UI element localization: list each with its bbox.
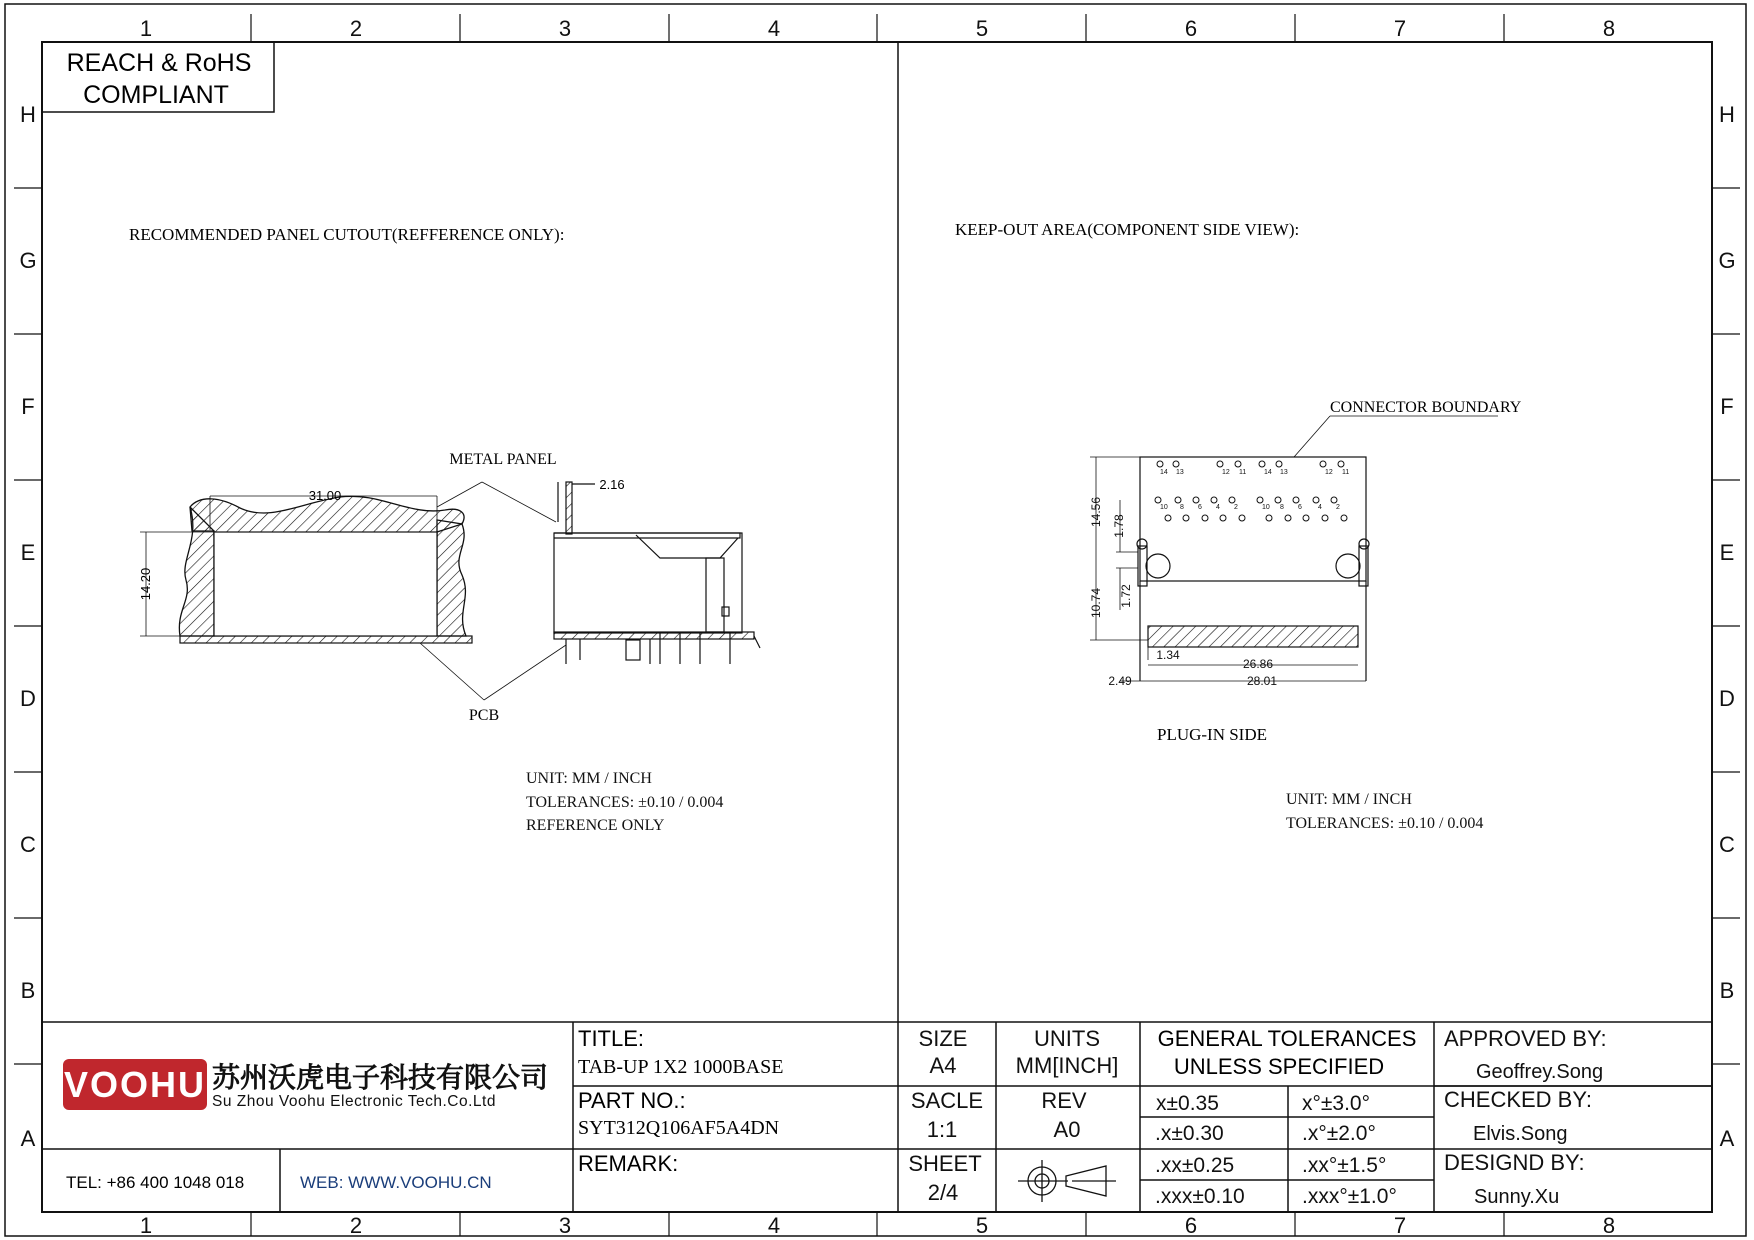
pin-number: 8 (1280, 504, 1284, 511)
company-web[interactable]: WEB: WWW.VOOHU.CN (300, 1173, 492, 1192)
gen-tol-line-2: UNLESS SPECIFIED (1173, 1054, 1385, 1079)
row-label: G (19, 248, 37, 273)
company-name-cn: 苏州沃虎电子科技有限公司 (212, 1062, 549, 1093)
part-label: PART NO.: (578, 1088, 686, 1113)
col-label: 5 (975, 1213, 989, 1238)
left-note: REFERENCE ONLY (526, 817, 665, 834)
logo-text: VOOHU (63, 1064, 207, 1105)
keepout-drawing (1090, 457, 1369, 681)
dim-panel-thickness: 2.16 (599, 477, 625, 492)
col-label: 4 (767, 16, 781, 41)
row-label: A (1719, 1126, 1735, 1151)
pin-number: 13 (1280, 469, 1288, 476)
compliance-line-2: COMPLIANT (83, 81, 229, 109)
tolerance-value: x±0.35 (1156, 1092, 1219, 1115)
compliance-line-1: REACH & RoHS (66, 49, 252, 77)
tolerance-value: .x±0.30 (1155, 1122, 1224, 1145)
dim-2-49: 2.49 (1108, 674, 1132, 688)
units-label: UNITS (1034, 1026, 1100, 1051)
tolerance-value: .x°±2.0° (1302, 1122, 1376, 1145)
col-label: 7 (1393, 16, 1407, 41)
pin-number: 11 (1239, 469, 1247, 476)
panel-cutout-drawing (140, 482, 566, 700)
pin-number: 6 (1298, 504, 1302, 511)
checked-value: Elvis.Song (1473, 1123, 1568, 1145)
dim-14-56: 14.56 (1089, 496, 1103, 528)
metal-panel-label: METAL PANEL (449, 451, 557, 468)
right-note: UNIT: MM / INCH (1286, 791, 1412, 808)
col-label: 4 (767, 1213, 781, 1238)
pin-number: 11 (1342, 469, 1350, 476)
pin-number: 14 (1160, 469, 1168, 476)
col-label: 2 (349, 16, 363, 41)
left-note: UNIT: MM / INCH (526, 770, 652, 787)
remark-label: REMARK: (578, 1151, 679, 1176)
row-label: F (21, 394, 35, 419)
row-label: E (20, 540, 36, 565)
tolerance-value: x°±3.0° (1302, 1092, 1371, 1115)
col-label: 3 (558, 1213, 572, 1238)
designed-value: Sunny.Xu (1474, 1186, 1560, 1208)
designed-label: DESIGND BY: (1444, 1150, 1585, 1175)
part-value: SYT312Q106AF5A4DN (578, 1117, 780, 1139)
row-label: E (1719, 540, 1735, 565)
dim-height: 14.20 (138, 567, 153, 601)
gen-tol-line-1: GENERAL TOLERANCES (1157, 1026, 1417, 1051)
col-label: 3 (558, 16, 572, 41)
row-label: A (20, 1126, 36, 1151)
row-label: G (1718, 248, 1736, 273)
col-label: 7 (1393, 1213, 1407, 1238)
row-label: D (20, 686, 36, 711)
pin-number: 10 (1262, 504, 1270, 511)
left-view-heading: RECOMMENDED PANEL CUTOUT(REFFERENCE ONLY): (129, 225, 565, 244)
dim-28-01: 28.01 (1246, 674, 1278, 688)
row-label: D (1719, 686, 1735, 711)
pin-number: 2 (1234, 504, 1238, 511)
pin-number: 2 (1336, 504, 1340, 511)
company-name-en: Su Zhou Voohu Electronic Tech.Co.Ltd (212, 1093, 496, 1110)
dim-width: 31.00 (308, 488, 342, 503)
left-note: TOLERANCES: ±0.10 / 0.004 (526, 794, 724, 811)
pin-number: 10 (1160, 504, 1168, 511)
col-label: 8 (1602, 16, 1616, 41)
dim-1-78: 1.78 (1112, 514, 1126, 538)
tolerance-value: .xx±0.25 (1155, 1154, 1235, 1177)
col-label: 5 (975, 16, 989, 41)
row-label: C (1719, 832, 1735, 857)
sheet-label: SHEET (908, 1151, 982, 1176)
pin-number: 4 (1216, 504, 1220, 511)
tolerance-value: .xxx°±1.0° (1302, 1185, 1397, 1208)
pin-number: 14 (1264, 469, 1272, 476)
dim-26-86: 26.86 (1242, 657, 1274, 671)
pin-number: 4 (1318, 504, 1322, 511)
title-value: TAB-UP 1X2 1000BASE (578, 1056, 784, 1078)
col-label: 6 (1184, 16, 1198, 41)
company-tel: TEL: +86 400 1048 018 (66, 1173, 245, 1192)
right-note: TOLERANCES: ±0.10 / 0.004 (1286, 815, 1484, 832)
row-label: B (20, 978, 36, 1003)
row-label: F (1720, 394, 1734, 419)
pcb-label: PCB (468, 707, 500, 724)
col-label: 2 (349, 1213, 363, 1238)
row-label: H (1719, 102, 1735, 127)
pin-pattern (1155, 461, 1350, 521)
scale-label: SACLE (910, 1088, 984, 1113)
row-label: C (20, 832, 36, 857)
approved-label: APPROVED BY: (1444, 1026, 1607, 1051)
size-value: A4 (929, 1053, 957, 1078)
col-label: 1 (139, 16, 153, 41)
col-label: 8 (1602, 1213, 1616, 1238)
col-label: 6 (1184, 1213, 1198, 1238)
pin-number: 13 (1176, 469, 1184, 476)
units-value: MM[INCH] (1015, 1053, 1119, 1078)
connector-boundary-label: CONNECTOR BOUNDARY (1330, 399, 1522, 416)
dim-10-74: 10.74 (1089, 587, 1103, 619)
rev-label: REV (1041, 1088, 1087, 1113)
sheet-value: 2/4 (927, 1180, 959, 1205)
pin-number: 8 (1180, 504, 1184, 511)
projection-symbol-icon (1018, 1160, 1116, 1202)
tolerance-value: .xx°±1.5° (1302, 1154, 1387, 1177)
row-label: H (20, 102, 36, 127)
approved-value: Geoffrey.Song (1476, 1061, 1604, 1083)
dim-1-72: 1.72 (1119, 584, 1133, 608)
title-label: TITLE: (578, 1026, 645, 1051)
pin-number: 6 (1198, 504, 1202, 511)
rev-value: A0 (1053, 1117, 1081, 1142)
plugin-side-label: PLUG-IN SIDE (1156, 725, 1268, 744)
row-label: B (1719, 978, 1735, 1003)
right-view-heading: KEEP-OUT AREA(COMPONENT SIDE VIEW): (955, 220, 1300, 239)
tolerance-value: .xxx±0.10 (1155, 1185, 1245, 1208)
scale-value: 1:1 (926, 1117, 958, 1142)
dim-1-34: 1.34 (1156, 648, 1180, 662)
pin-number: 12 (1222, 469, 1230, 476)
col-label: 1 (139, 1213, 153, 1238)
pin-number: 12 (1325, 469, 1333, 476)
connector-side-view (554, 482, 760, 664)
size-label: SIZE (918, 1026, 968, 1051)
checked-label: CHECKED BY: (1444, 1087, 1592, 1112)
